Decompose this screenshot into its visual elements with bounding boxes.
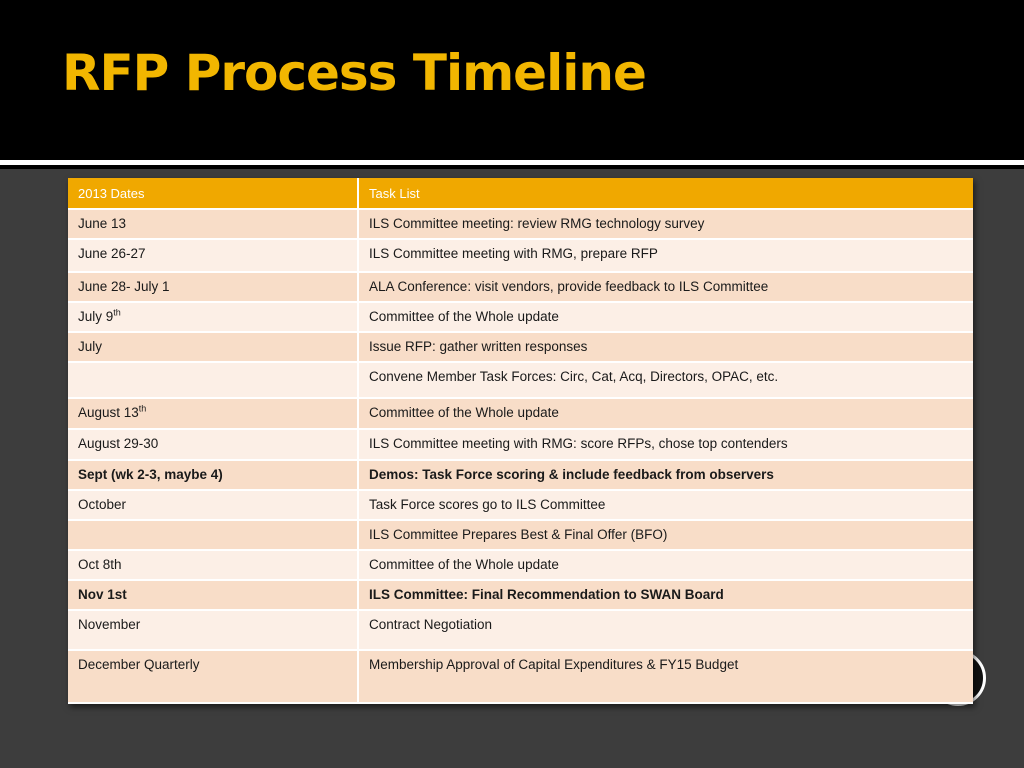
date-cell [68, 332, 358, 362]
date-text: Sept (wk 2-3, maybe 4) [78, 467, 223, 482]
date-cell [68, 429, 358, 460]
date-cell [68, 520, 358, 550]
task-cell: Demos: Task Force scoring & include feedback from observers [358, 460, 973, 490]
task-cell: ALA Conference: visit vendors, provide feedback to ILS Committee [358, 272, 973, 302]
task-cell: ILS Committee meeting with RMG: score RFPs, chose top contenders [358, 429, 973, 460]
date-text: July [78, 339, 103, 354]
date-cell [68, 362, 358, 398]
task-cell: ILS Committee meeting: review RMG technology survey [358, 209, 973, 239]
date-cell [68, 272, 358, 302]
table-row [68, 460, 973, 490]
table-row [68, 650, 973, 703]
date-cell [68, 302, 358, 332]
date-text: August 13 [78, 405, 139, 420]
timeline-table-container [68, 178, 973, 704]
table-row [68, 580, 973, 610]
date-superscript: th [138, 403, 147, 414]
table-row [68, 209, 973, 239]
header-task-list: Task List [358, 178, 973, 209]
table-row [68, 239, 973, 272]
task-cell: Committee of the Whole update [358, 398, 973, 429]
date-cell [68, 490, 358, 520]
table-row [68, 398, 973, 429]
date-cell [68, 650, 358, 703]
table-row [68, 610, 973, 650]
table-row [68, 429, 973, 460]
date-text: December Quarterly [78, 657, 200, 672]
date-text: June 28- July 1 [78, 279, 170, 294]
date-cell [68, 460, 358, 490]
title-divider-shadow [0, 165, 1024, 169]
date-cell [68, 398, 358, 429]
table-body [68, 209, 973, 703]
header-dates: 2013 Dates [68, 178, 358, 209]
date-cell [68, 580, 358, 610]
date-text: November [78, 617, 141, 632]
table-row [68, 520, 973, 550]
task-cell: Task Force scores go to ILS Committee [358, 490, 973, 520]
table-row [68, 302, 973, 332]
timeline-table [68, 178, 973, 704]
task-cell: ILS Committee meeting with RMG, prepare RFP [358, 239, 973, 272]
task-cell: ILS Committee Prepares Best & Final Offer (BFO) [358, 520, 973, 550]
table-row [68, 490, 973, 520]
task-cell: ILS Committee: Final Recommendation to SWAN Board [358, 580, 973, 610]
task-cell: Contract Negotiation [358, 610, 973, 650]
task-cell: Committee of the Whole update [358, 550, 973, 580]
date-text: Oct 8th [78, 557, 122, 572]
task-cell: Convene Member Task Forces: Circ, Cat, Acq, Directors, OPAC, etc. [358, 362, 973, 398]
date-text: Nov 1st [78, 587, 127, 602]
date-cell [68, 550, 358, 580]
date-text: June 26-27 [78, 246, 146, 261]
table-row [68, 362, 973, 398]
task-cell: Membership Approval of Capital Expenditures & FY15 Budget [358, 650, 973, 703]
table-row [68, 272, 973, 302]
table-header-row [68, 178, 973, 209]
date-text: July 9 [78, 309, 114, 324]
date-cell [68, 239, 358, 272]
task-cell: Committee of the Whole update [358, 302, 973, 332]
date-superscript: th [113, 307, 121, 318]
date-cell [68, 209, 358, 239]
table-row [68, 332, 973, 362]
date-text: August 29-30 [78, 436, 159, 451]
slide-title: RFP Process Timeline [62, 44, 646, 102]
date-text: October [78, 497, 127, 512]
task-cell: Issue RFP: gather written responses [358, 332, 973, 362]
table-row [68, 550, 973, 580]
date-cell [68, 610, 358, 650]
date-text: June 13 [78, 216, 127, 231]
